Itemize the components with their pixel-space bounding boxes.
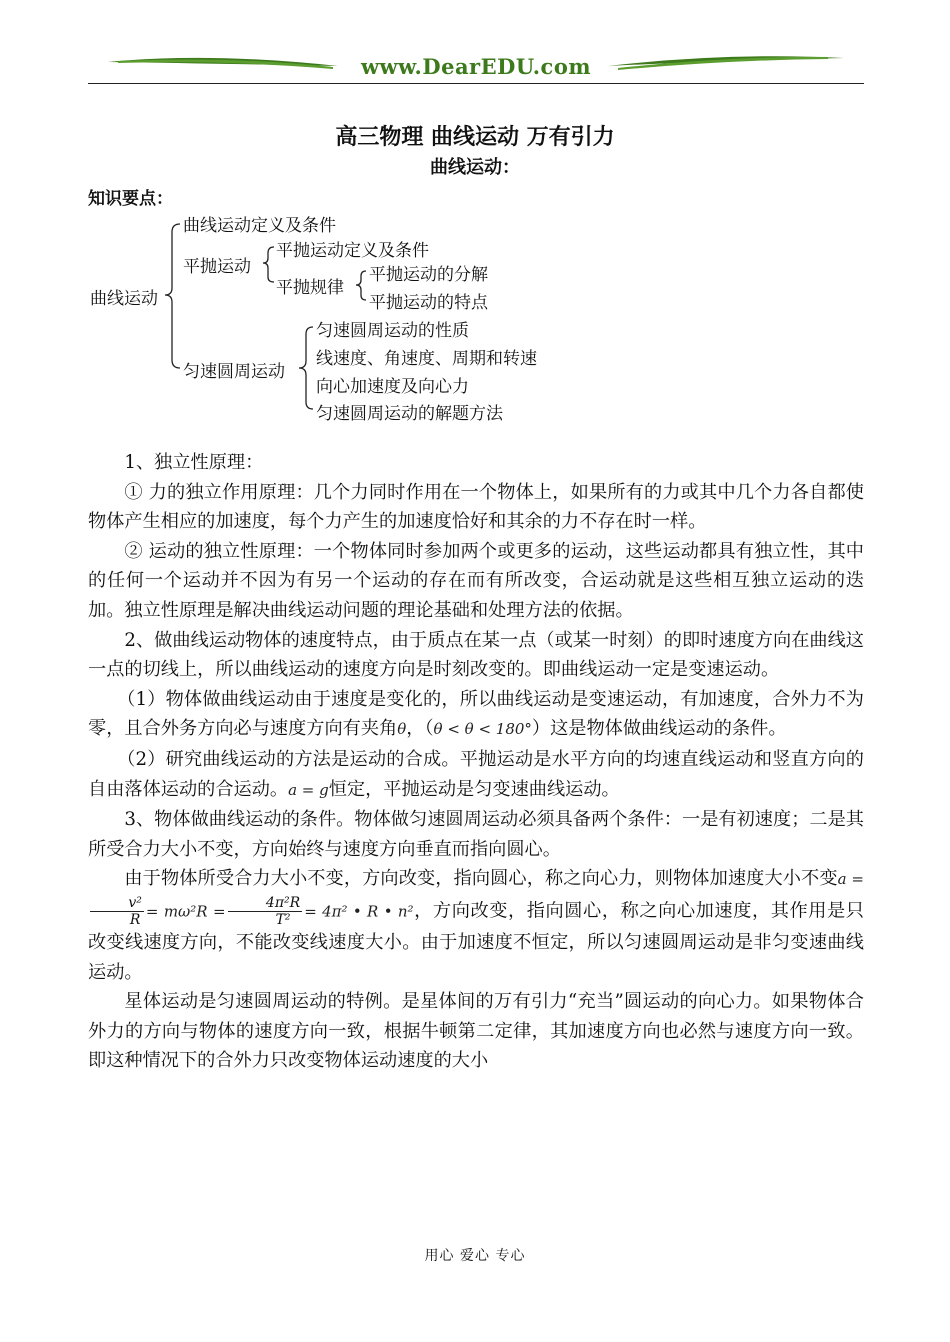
paragraph: 星体运动是匀速圆周运动的特例。是星体间的万有引力“充当”圆运动的向心力。如果物体合外力的方向与物体的速度方向一致，根据牛顿第二定律，其加速度方向也必然与速度方向一致。即这种情况下的合外力只改变物体运动速度的大小 [88, 991, 864, 1072]
body-text [88, 448, 864, 1076]
page-title: 高三物理 曲线运动 万有引力 [335, 125, 615, 150]
math-symbol: θ [397, 720, 407, 739]
mindmap-root: 曲线运动 [90, 289, 158, 309]
mindmap-node: 平抛规律 [276, 278, 344, 298]
mindmap-node: 匀速圆周运动的性质 [316, 321, 469, 341]
paragraph: 2、做曲线运动物体的速度特点，由于质点在某一点（或某一时刻）的即时速度方向在曲线这一点的切线上，所以曲线运动的速度方向是时刻改变的。即曲线运动一定是变速运动。 [88, 629, 864, 681]
mindmap-braces [0, 0, 950, 440]
text-run: ，方向改变，指向圆心，称之向心加速度，其作用是只改变线速度方向，不能改变线速度大小。由于加速度不恒定，所以匀速圆周运动是非匀变速曲线运动。 [88, 900, 864, 983]
paragraph: 3、物体做曲线运动的条件。物体做匀速圆周运动必须具备两个条件：一是有初速度；二是其所受合力大小不变，方向始终与速度方向垂直而指向圆心。 [88, 809, 864, 860]
mindmap-node: 匀速圆周运动 [183, 362, 285, 382]
mindmap-node: 平抛运动的分解 [369, 265, 488, 285]
paragraph [88, 864, 864, 987]
text-run: ）这是物体做曲线运动的条件。 [531, 718, 787, 740]
section-title: 曲线运动： [430, 157, 520, 178]
fraction-denominator: T² [275, 911, 291, 928]
mindmap-node: 曲线运动定义及条件 [183, 216, 336, 236]
mindmap-node: 平抛运动的特点 [369, 293, 488, 313]
math-run: = 4π² • R • n² [304, 902, 414, 921]
fraction [228, 895, 303, 928]
mindmap-node: 线速度、角速度、周期和转速 [316, 349, 537, 369]
paragraph [88, 745, 864, 805]
fraction-numerator: 4π²R [228, 895, 303, 912]
text-run: ，（ [406, 718, 434, 740]
page-footer: 用心 爱心 专心 [424, 1248, 526, 1264]
math-inequality: θ < θ < 180° [433, 720, 532, 739]
knowledge-points-label: 知识要点： [88, 189, 173, 209]
text-run: （1）物体做曲线运动由于速度是变化的，所以曲线运动是变速运动，有加速度，合外力不为零，且合外务方向必与速度方向有夹角 [88, 688, 864, 740]
fraction [90, 895, 144, 928]
text-run: 恒定，平抛运动是匀变速曲线运动。 [328, 778, 620, 800]
mindmap-node: 平抛运动定义及条件 [276, 241, 429, 261]
text-run: 由于物体所受合力大小不变，方向改变，指向圆心，称之向心力，则物体加速度大小不变 [124, 868, 838, 890]
text-run: （2）研究曲线运动的方法是运动的合成。平抛运动是水平方向的均速直线运动和竖直方向的自由落体运动的合运动。 [88, 748, 864, 800]
math-run: = mω²R = [145, 902, 226, 921]
fraction-denominator: R [129, 911, 141, 928]
mindmap-node: 匀速圆周运动的解题方法 [316, 404, 503, 424]
mindmap-node: 平抛运动 [183, 257, 251, 277]
paragraph: 1、独立性原理： [124, 452, 264, 473]
paragraph: ② 运动的独立性原理：一个物体同时参加两个或更多的运动，这些运动都具有独立性，其中的任何一个运动并不因为有另一个运动的存在而有所改变，合运动就是这些相互独立运动的迭加。独立性原理是解决曲线运动问题的理论基础和处理方法的依据。 [88, 540, 864, 621]
fraction-numerator: v² [90, 895, 144, 912]
math-equation: a = g [288, 780, 329, 799]
paragraph: ① 力的独立作用原理：几个力同时作用在一个物体上，如果所有的力或其中几个力各自都使物体产生相应的加速度，每个力产生的加速度恰好和其余的力不存在时一样。 [88, 481, 864, 533]
paragraph [88, 685, 864, 745]
math-run: a = [837, 870, 864, 889]
mindmap-node: 向心加速度及向心力 [316, 377, 469, 397]
site-logo-text[interactable]: www.DearEDU.com [360, 54, 592, 79]
